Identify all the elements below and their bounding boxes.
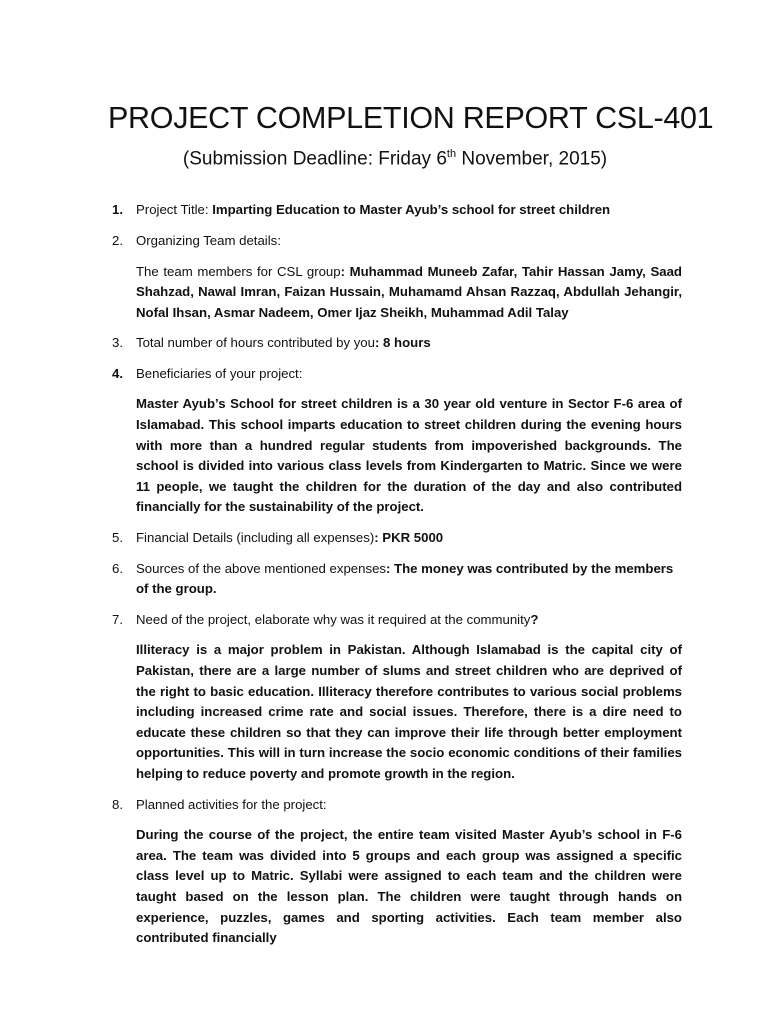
item-label: Need of the project, elaborate why was it required at the community <box>136 611 531 627</box>
deadline-ordinal: th <box>446 148 457 160</box>
deadline-prefix: (Submission Deadline: Friday 6 <box>182 148 447 170</box>
item-body: Illiteracy is a major problem in Pakistan. Although Islamabad is the capital city of Pakistan, there are a large number of slums and street children who are deprived of the right to basic education. Illiteracy therefore contributes to various social problems including increased crime rate and social issues. Therefore, there is a dire need to educate these children so that they can improve their life through better employment opportunities. This will in turn increase the socio economic conditions of their families helping to reduce poverty and promote growth in the region. <box>136 642 682 781</box>
item-value: Imparting Education to Master Ayub’s school for street children <box>212 202 611 218</box>
item-label: Planned activities for the project: <box>136 796 327 812</box>
item-financial <box>108 528 682 549</box>
item-hours <box>108 333 682 354</box>
item-value: : 8 hours <box>374 335 431 351</box>
item-activities <box>108 795 682 949</box>
item-sources <box>108 559 682 600</box>
item-number: 2. <box>112 232 123 248</box>
team-members-label: The team members for CSL group <box>136 263 341 279</box>
item-label: Financial Details (including all expenses) <box>136 530 375 546</box>
item-value: ? <box>530 611 539 627</box>
item-number: 6. <box>112 560 123 576</box>
item-number: 8. <box>112 796 123 812</box>
team-members-list: : Muhammad Muneeb Zafar, Tahir Hassan Jamy, Saad Shahzad, Nawal Imran, Faizan Hussain, Muhamamd Ahsan Razzaq, Abdullah Jehangir, Nofal Ihsan, Asmar Nadeem, Omer Ijaz Sheikh, Muhammad Adil Talay <box>136 263 682 320</box>
deadline-suffix: November, 2015) <box>456 148 608 170</box>
item-need <box>108 610 682 785</box>
item-label: Total number of hours contributed by you <box>136 335 375 351</box>
item-number: 7. <box>112 611 123 627</box>
item-body: Master Ayub’s School for street children is a 30 year old venture in Sector F-6 area of Islamabad. This school imparts education to street children during the evening hours with more than a hundred regular students from impoverished backgrounds. The school is divided into various class levels from Kindergarten to Matric. Since we were 11 people, we taught the children for the duration of the day and also contributed financially for the sustainability of the project. <box>136 396 682 515</box>
item-number: 1. <box>112 202 123 218</box>
item-label: Project Title: <box>136 202 213 218</box>
item-number: 5. <box>112 530 123 546</box>
item-number: 3. <box>112 335 123 351</box>
item-beneficiaries <box>108 364 682 518</box>
item-team-details <box>108 231 682 323</box>
item-label: Organizing Team details: <box>136 232 281 248</box>
item-label: Sources of the above mentioned expenses <box>136 560 386 576</box>
report-title: PROJECT COMPLETION REPORT CSL-401 <box>108 101 714 135</box>
item-body: During the course of the project, the entire team visited Master Ayub’s school in F-6 area. The team was divided into 5 groups and each group was assigned a specific class level up to Matric. Syllabi were assigned to each team and the children were taught based on the lesson plan. The children were taught through hands on experience, puzzles, games and sporting activities. Each team member also contributed financially <box>136 827 682 946</box>
item-number: 4. <box>112 365 123 381</box>
report-items <box>108 200 682 948</box>
item-project-title <box>108 200 682 221</box>
item-value: : PKR 5000 <box>374 530 444 546</box>
item-label: Beneficiaries of your project: <box>136 365 303 381</box>
submission-deadline <box>108 142 682 171</box>
item-value: : The money was contributed by the members of the group. <box>136 560 674 597</box>
